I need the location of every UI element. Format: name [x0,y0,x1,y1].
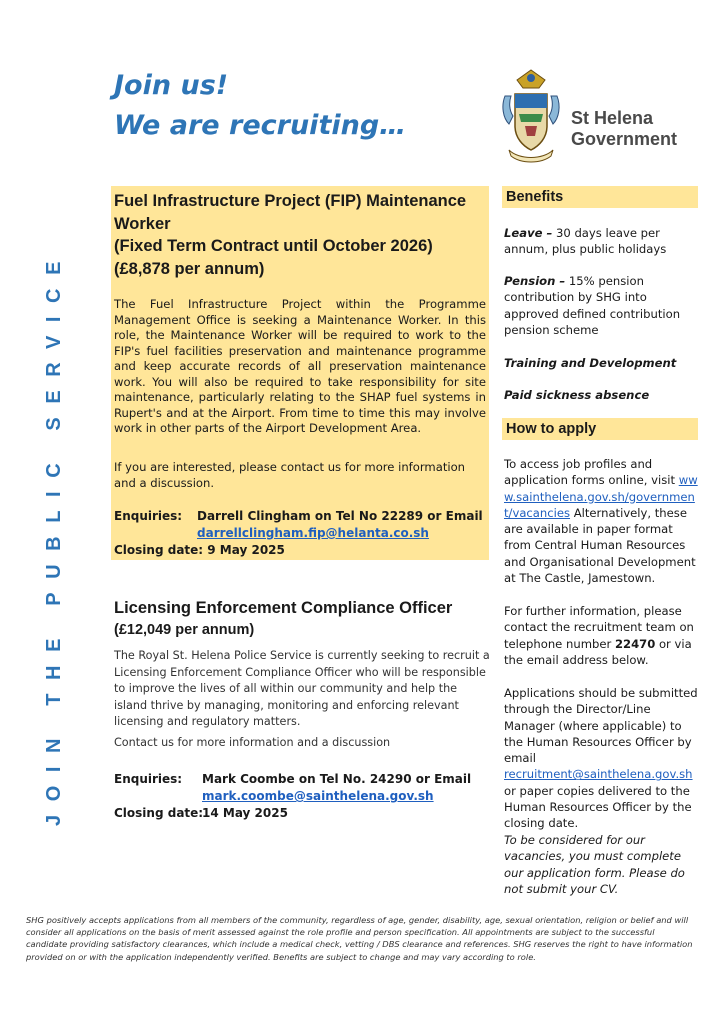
job2-title: Licensing Enforcement Compliance Officer [114,599,453,617]
job1-title [114,190,484,280]
job1-title-line-2: Worker [114,214,171,233]
job1-title-line-1: Fuel Infrastructure Project (FIP) Maintenance [114,192,467,210]
job1-enquiries-contact: Darrell Clingham on Tel No 22289 or Email [197,509,483,523]
apply-paragraph-3 [504,685,700,832]
job2-closing-label: Closing date: [114,806,204,820]
job2-closing-date: 14 May 2025 [202,806,288,820]
apply-paragraph-4: To be considered for our vacancies, you must complete our application form. Please do not submit your CV. [504,833,685,896]
job1-email-link[interactable]: darrellclingham.fip@helanta.co.sh [197,526,429,540]
job2-description: The Royal St. Helena Police Service is currently seeking to recruit a Licensing Enforcement Compliance Officer who will be responsible to improve the lives of all within our community and help the island thrive by managing, monitoring and enforcing relevant licensing and regulatory matters. [114,649,490,728]
benefits-header: Benefits [502,186,698,208]
benefit-leave [504,225,700,258]
apply-p1-text: To access job profiles and application forms online, visit [504,457,679,488]
job1-title-line-3: (Fixed Term Contract until October 2026) [114,237,433,255]
sickness-label: Paid sickness absence [504,388,650,402]
pension-text: 15% pension contribution by SHG into approved defined contribution pension scheme [504,274,681,337]
apply-paragraph-2 [504,603,700,668]
join-public-service-banner: JOIN THE PUBLIC SERVICE [43,247,65,826]
job2-enquiries-label: Enquiries: [114,772,183,786]
apply-paragraph-1 [504,456,700,586]
apply-p2-after: or via the email address below. [504,636,692,667]
benefit-training [504,355,700,371]
job2-contact-text: Contact us for more information and a discussion [114,736,391,749]
footer-disclaimer: SHG positively accepts applications from all members of the community, regardless of age, gender, disability, age, sexual orientation, religion or belief and will consider all applications on the basis of merit assessed against the role profile and person specification. All appointments are subject to the successful candidate providing satisfactory clearances, which include a medical check, vetting / DBS clearance and references. SHG reserves the right to have information provided on or with the application independently verified. Benefits are subject to change and may vary according to role. [26,915,693,962]
recruitment-email-link[interactable]: recruitment@sainthelena.gov.sh [504,767,693,782]
job1-closing-date: Closing date: 9 May 2025 [114,543,285,557]
apply-p2-text: For further information, please contact the recruitment team on telephone number [504,604,694,651]
benefit-sickness [504,387,700,403]
job1-interest-text: If you are interested, please contact us for more information and a discussion. [114,460,466,490]
apply-p1-after: Alternatively, these are available in paper format from Central Human Resources and Organisational Development at The Castle, Jamestown. [504,505,696,586]
apply-p3-after: or paper copies delivered to the Human Resources Officer by the closing date. [504,783,692,831]
org-name-line-2: Government [571,129,678,149]
organisation-name [571,108,677,150]
job2-email-link[interactable]: mark.coombe@sainthelena.gov.sh [202,789,434,803]
vacancies-link[interactable]: www.sainthelena.gov.sh/government/vacancies [504,473,698,520]
apply-p3-text: Applications should be submitted through the Director/Line Manager (where applicable) to the Human Resources Officer by email [504,686,698,766]
job1-title-line-4: (£8,878 per annum) [114,259,265,278]
job1-description: The Fuel Infrastructure Project within the Programme Management Office is seeking a Maintenance Worker. In this role, the Maintenance Worker will be required to work to the FIP's fuel facilities preservation and maintenance programme and keep accurate records of all preservation maintenance work. You will also be required to take responsibility for site maintenance, particularly relating to the SHAP fuel systems in Rupert's and at the Airport. From time to time this may involve work in other parts of the Airport Development Area. [114,297,486,435]
job2-salary: (£12,049 per annum) [114,622,255,638]
how-to-apply-header: How to apply [502,418,698,440]
pension-label: Pension – [504,274,566,288]
benefit-pension [504,273,700,338]
recruitment-phone: 22470 [614,636,656,651]
page-title [114,66,406,146]
st-helena-crest-icon [497,66,565,166]
leave-text: 30 days leave per annum, plus public holidays [504,226,667,257]
leave-label: Leave – [504,226,553,240]
title-line-1: Join us! [114,70,229,101]
title-line-2: We are recruiting… [114,110,407,141]
job2-enquiries-contact: Mark Coombe on Tel No. 24290 or Email [202,772,472,786]
org-name-line-1: St Helena [571,108,654,128]
training-label: Training and Development [504,356,677,370]
job1-enquiries-label: Enquiries: [114,509,183,523]
